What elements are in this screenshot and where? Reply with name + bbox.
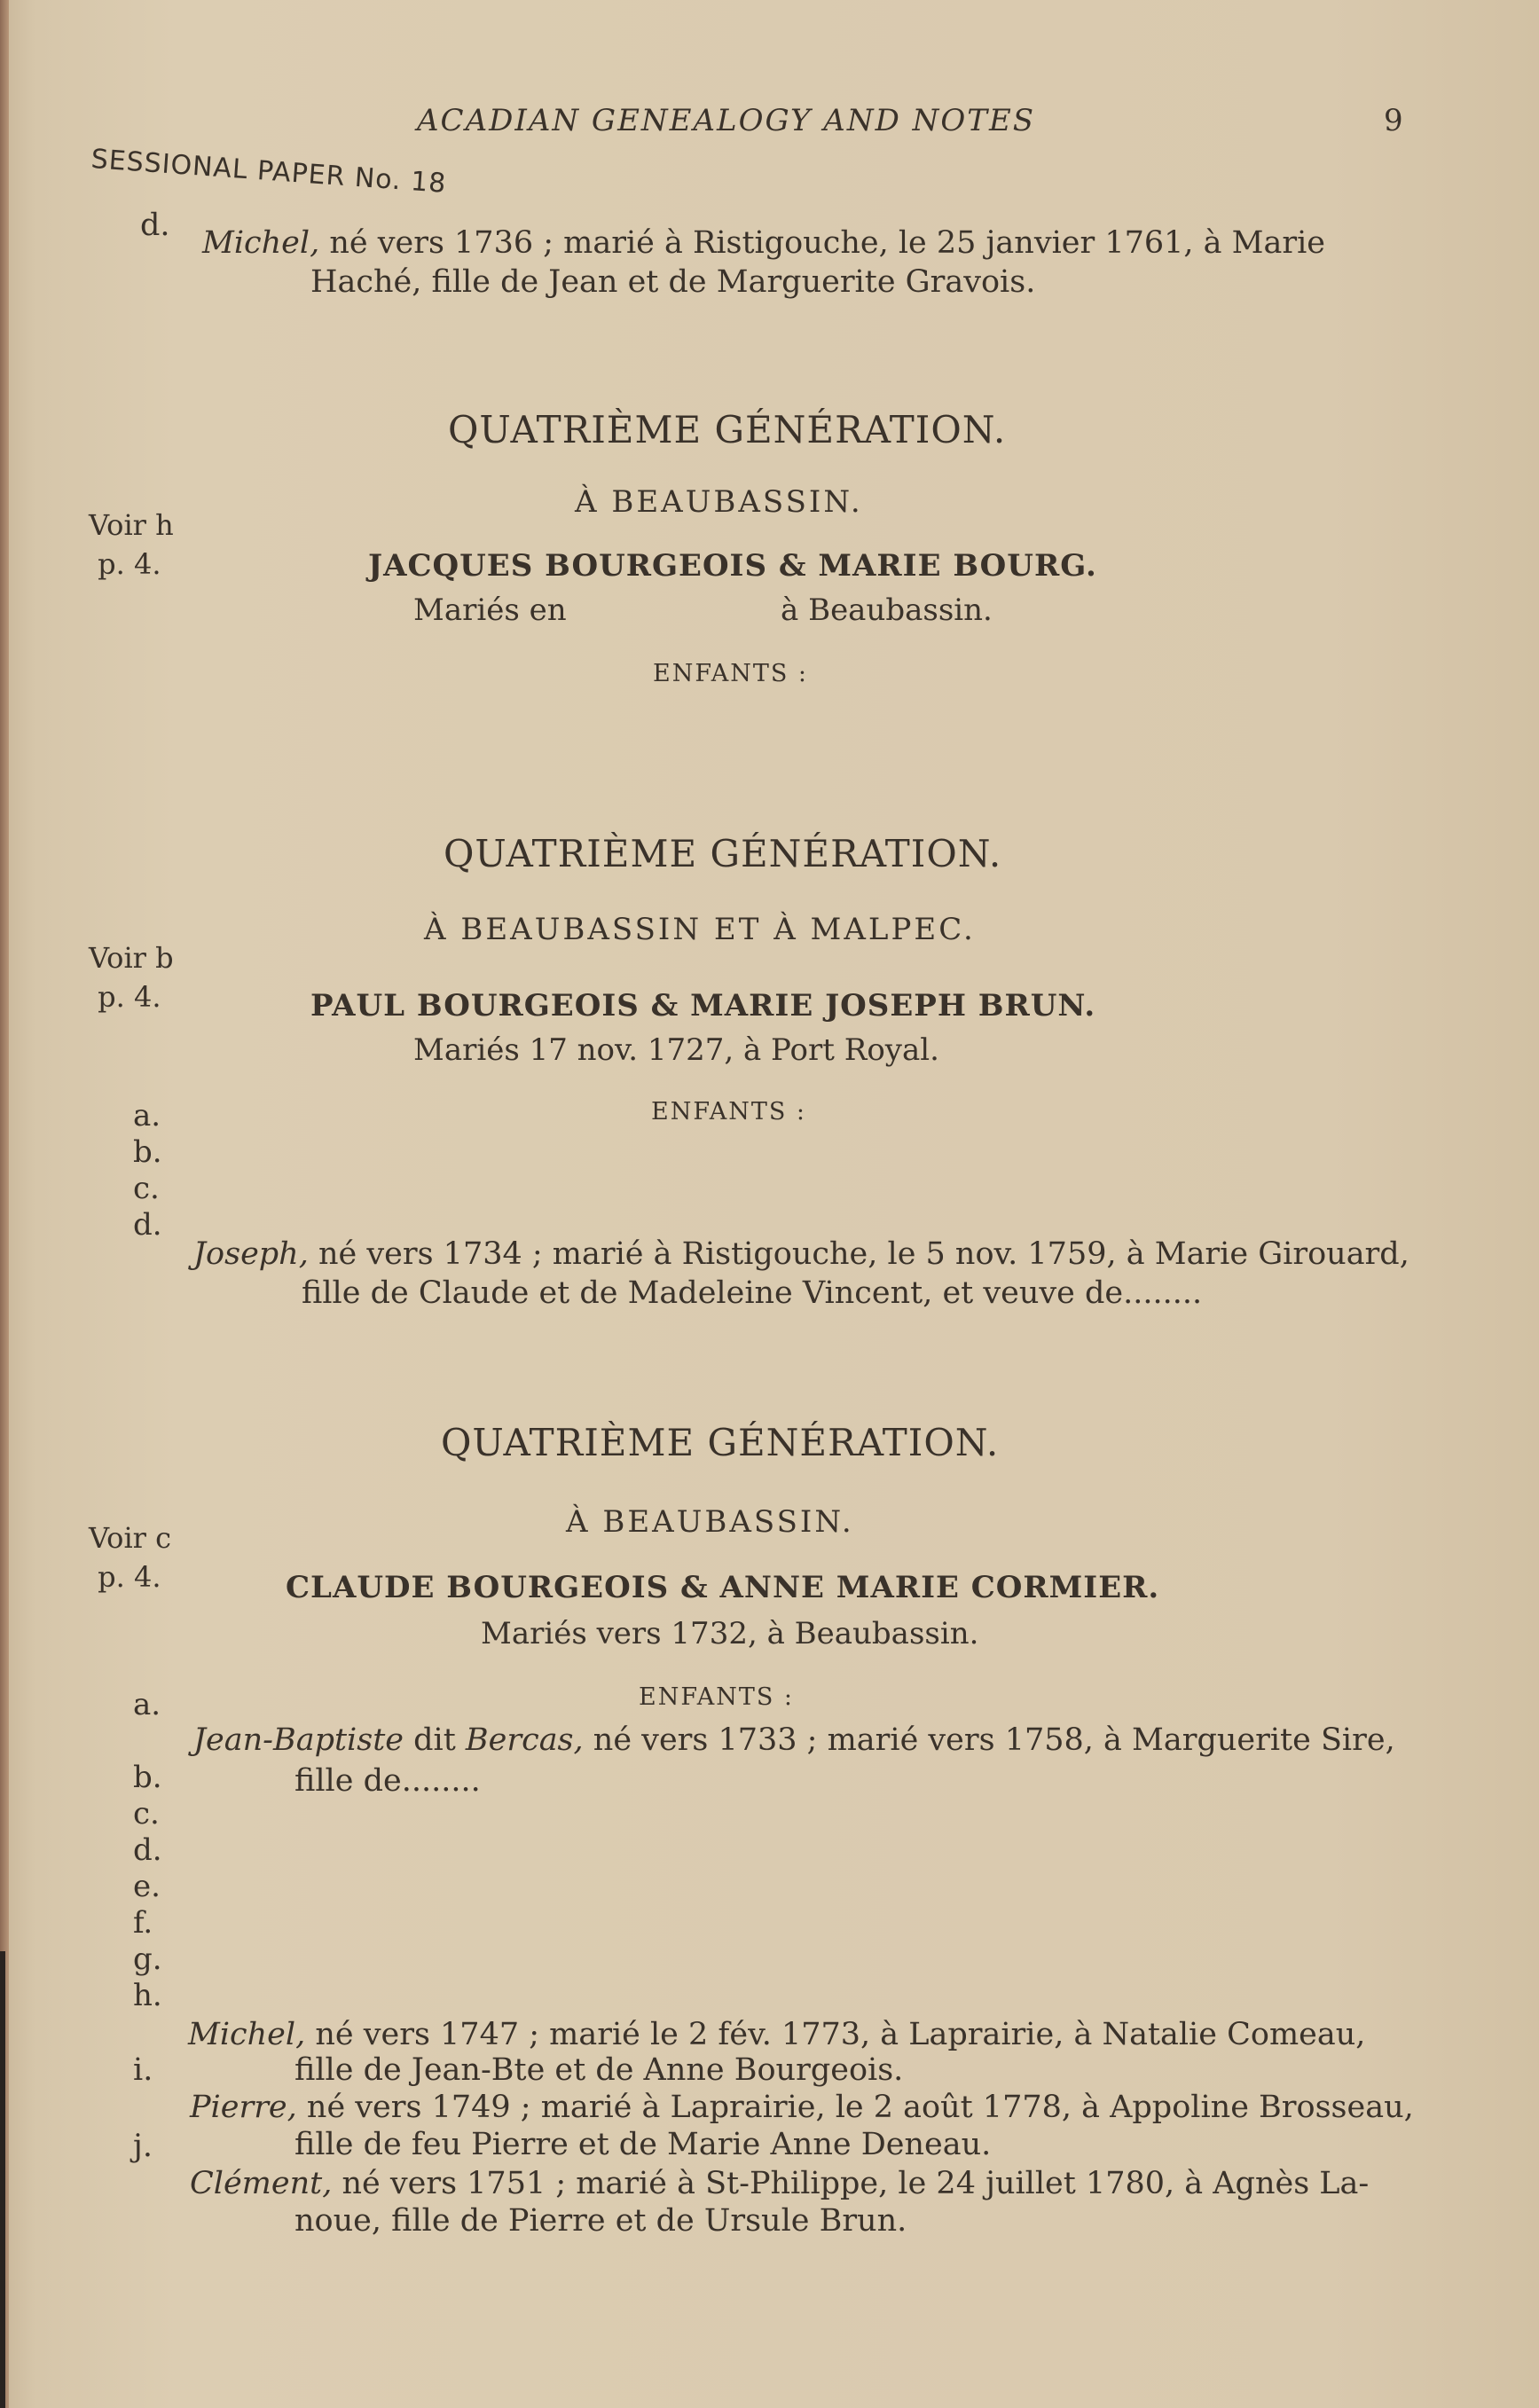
voir-note: Voir c p. 4. [89, 1521, 172, 1594]
married-place: à Beaubassin. [781, 592, 993, 628]
entry-line1: né vers 1747 ; marié le 2 fév. 1773, à Laprairie, à Natalie Comeau, [315, 2017, 1366, 2052]
entry-line1: né vers 1736 ; marié à Ristigouche, le 25 janvier 1761, à Marie [329, 225, 1326, 261]
entry-line2: fille de........ [294, 1763, 481, 1799]
entry-line2: fille de feu Pierre et de Marie Anne Deneau. [294, 2127, 992, 2162]
enfants-label: ENFANTS : [653, 660, 809, 687]
couple-heading: JACQUES BOURGEOIS & MARIE BOURG. [368, 548, 1097, 584]
couple-heading: CLAUDE BOURGEOIS & ANNE MARIE CORMIER. [286, 1570, 1160, 1605]
child-entry [193, 1235, 1409, 1274]
entry-dit: dit [413, 1722, 456, 1758]
child-entry [190, 2164, 1369, 2203]
entry-name: Joseph, [193, 1236, 309, 1272]
enfants-label: ENFANTS : [651, 1098, 807, 1126]
entry-line1: né vers 1749 ; marié à Laprairie, le 2 août 1778, à Appoline Brosseau, [306, 2090, 1414, 2125]
generation-heading: QUATRIÈME GÉNÉRATION. [441, 1421, 1000, 1464]
child-entry [190, 2088, 1414, 2127]
entry-line2: Haché, fille de Jean et de Marguerite Gravois. [310, 264, 1036, 300]
entry-alias: Bercas, [465, 1722, 584, 1758]
entry-line1: né vers 1751 ; marié à St-Philippe, le 24 juillet 1780, à Agnès La- [342, 2166, 1370, 2201]
generation-heading: QUATRIÈME GÉNÉRATION. [444, 832, 1002, 875]
couple-heading: PAUL BOURGEOIS & MARIE JOSEPH BRUN. [310, 988, 1096, 1024]
married-line: Mariés 17 nov. 1727, à Port Royal. [413, 1032, 939, 1068]
entry-name: Pierre, [190, 2090, 297, 2125]
voir-note: Voir b p. 4. [89, 941, 174, 1014]
entry-name: Clément, [190, 2166, 333, 2201]
running-title: ACADIAN GENEALOGY AND NOTES [417, 103, 1036, 138]
entry-letter: i. [133, 2052, 153, 2088]
child-entry [188, 2015, 1365, 2054]
voir-note: Voir h p. 4. [89, 508, 174, 581]
place-heading: À BEAUBASSIN. [575, 484, 863, 520]
child-entry [193, 1721, 1395, 1760]
entry-line2: fille de Jean-Bte et de Anne Bourgeois. [294, 2052, 904, 2088]
entry-line1: né vers 1734 ; marié à Ristigouche, le 5 nov. 1759, à Marie Girouard, [318, 1236, 1409, 1272]
entry-letter: d. [140, 208, 170, 243]
child-letters: a. b. c. d. [133, 1098, 162, 1243]
entry-name: Michel, [188, 2017, 306, 2052]
married-date: Mariés en [413, 592, 567, 628]
entry-line2: noue, fille de Pierre et de Ursule Brun. [294, 2203, 907, 2239]
entry-name: Jean-Baptiste [193, 1722, 404, 1758]
place-heading: À BEAUBASSIN ET À MALPEC. [424, 912, 976, 947]
entry-letter: j. [133, 2129, 153, 2164]
entry-line2: fille de Claude et de Madeleine Vincent, et veuve de........ [302, 1275, 1203, 1311]
top-entry [202, 224, 1325, 263]
sessional-paper-label: SESSIONAL PAPER No. 18 [90, 144, 448, 200]
entry-line1: né vers 1733 ; marié vers 1758, à Marguerite Sire, [593, 1722, 1395, 1758]
page-number: 9 [1384, 103, 1403, 138]
generation-heading: QUATRIÈME GÉNÉRATION. [448, 408, 1007, 451]
child-letters: a. b. c. d. e. f. g. h. [133, 1687, 162, 2013]
page-edge-shadow [0, 1951, 5, 2408]
married-line: Mariés vers 1732, à Beaubassin. [481, 1616, 979, 1651]
place-heading: À BEAUBASSIN. [566, 1504, 854, 1540]
entry-name: Michel, [202, 225, 320, 261]
enfants-label: ENFANTS : [639, 1683, 795, 1711]
